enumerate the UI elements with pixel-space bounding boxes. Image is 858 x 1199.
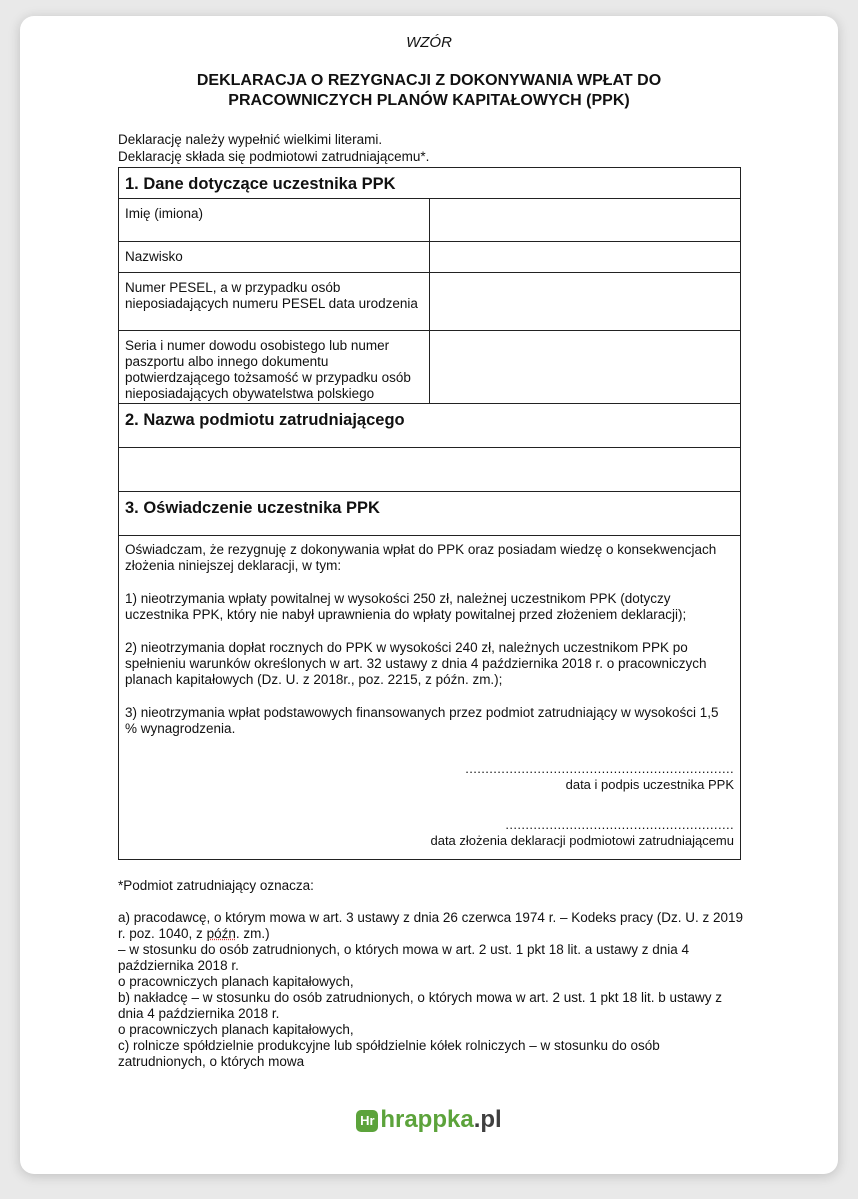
- footnote-item-a-line2: – w stosunku do osób zatrudnionych, o których mowa w art. 2 ust. 1 pkt 18 lit. a ustawy z dnia 4 października 2018 r.: [118, 942, 690, 973]
- statement-item-3: 3) nieotrzymania wpłat podstawowych finansowanych przez podmiot zatrudniający w wysokości 1,5 % wynagrodzenia.: [125, 705, 719, 736]
- employer-name-input[interactable]: [119, 448, 741, 492]
- field-input-surname[interactable]: [430, 242, 741, 273]
- logo-tld: .pl: [473, 1106, 502, 1133]
- statement-cell: [119, 536, 741, 860]
- intro-line-2: Deklarację składa się podmiotowi zatrudniającemu*.: [118, 149, 430, 164]
- field-label-id-document: Seria i numer dowodu osobistego lub numer paszportu albo innego dokumentu potwierdzającego tożsamość w przypadku osób nieposiadających obywatelstwa polskiego: [119, 331, 430, 404]
- participant-signature: [125, 761, 734, 793]
- signature-line[interactable]: ...................................................................: [465, 761, 734, 776]
- footnote-a-pozn: późn: [206, 926, 236, 941]
- hrappka-logo: [20, 1106, 838, 1134]
- submission-date: [125, 817, 734, 849]
- declaration-form: [118, 167, 741, 860]
- document-title: [20, 71, 838, 111]
- document-page: [20, 16, 838, 1174]
- section-2-title: 2. Nazwa podmiotu zatrudniającego: [119, 404, 741, 448]
- footnote: [118, 878, 748, 1070]
- logo-appka: appka: [404, 1106, 474, 1133]
- signature-label: data i podpis uczestnika PPK: [565, 777, 734, 792]
- title-line-2: PRACOWNICZYCH PLANÓW KAPITAŁOWYCH (PPK): [228, 92, 630, 109]
- field-input-pesel[interactable]: [430, 273, 741, 331]
- footnote-a-text-end: . zm.): [235, 926, 270, 941]
- submission-date-line[interactable]: .........................................................: [505, 817, 734, 832]
- logo-hr: hr: [380, 1106, 405, 1133]
- intro-line-1: Deklarację należy wypełnić wielkimi literami.: [118, 132, 383, 147]
- field-label-surname: Nazwisko: [119, 242, 430, 273]
- field-label-pesel: Numer PESEL, a w przypadku osób nieposiadających numeru PESEL data urodzenia: [119, 273, 430, 331]
- field-label-first-name: Imię (imiona): [119, 199, 430, 242]
- statement-item-2: 2) nieotrzymania dopłat rocznych do PPK w wysokości 240 zł, należnych uczestnikom PPK po spełnieniu warunków określonych w art. 32 ustawy z dnia 4 października 2018 r. o pracowniczych planach kapitałowych (Dz. U. z 2018r., poz. 2215, z późn. zm.);: [125, 640, 707, 687]
- footnote-item-b-line2: o pracowniczych planach kapitałowych,: [118, 1022, 354, 1037]
- footnote-item-a-line3: o pracowniczych planach kapitałowych,: [118, 974, 354, 989]
- field-input-first-name[interactable]: [430, 199, 741, 242]
- footnote-item-a: [118, 910, 748, 942]
- submission-date-label: data złożenia deklaracji podmiotowi zatrudniającemu: [430, 833, 734, 848]
- statement-item-1: 1) nieotrzymania wpłaty powitalnej w wysokości 250 zł, należnej uczestnikom PPK (dotyczy uczestnika PPK, który nie nabył uprawnienia do wpłaty powitalnej przed złożeniem deklaracji);: [125, 591, 687, 622]
- section-3-title: 3. Oświadczenie uczestnika PPK: [119, 492, 741, 536]
- field-input-id-document[interactable]: [430, 331, 741, 404]
- footnote-a-text: a) pracodawcę, o którym mowa w art. 3 ustawy z dnia 26 czerwca 1974 r. – Kodeks pracy (Dz. U. z 2019 r. poz. 1040, z: [118, 910, 744, 941]
- logo-mark-icon: Hr: [356, 1110, 378, 1132]
- statement-intro: Oświadczam, że rezygnuję z dokonywania wpłat do PPK oraz posiadam wiedzę o konsekwencjach złożenia niniejszej deklaracji, w tym:: [125, 542, 717, 573]
- wzor-label: WZÓR: [406, 34, 452, 51]
- title-line-1: DEKLARACJA O REZYGNACJI Z DOKONYWANIA WPŁAT DO: [196, 72, 662, 89]
- intro-text: [118, 131, 429, 165]
- footnote-title: *Podmiot zatrudniający oznacza:: [118, 878, 314, 893]
- section-1-title: 1. Dane dotyczące uczestnika PPK: [119, 168, 741, 199]
- footnote-item-c: c) rolnicze spółdzielnie produkcyjne lub spółdzielnie kółek rolniczych – w stosunku do osób zatrudnionych, o których mowa: [118, 1038, 660, 1069]
- footnote-item-b: b) nakładcę – w stosunku do osób zatrudnionych, o których mowa w art. 2 ust. 1 pkt 18 lit. b ustawy z dnia 4 października 2018 r.: [118, 990, 723, 1021]
